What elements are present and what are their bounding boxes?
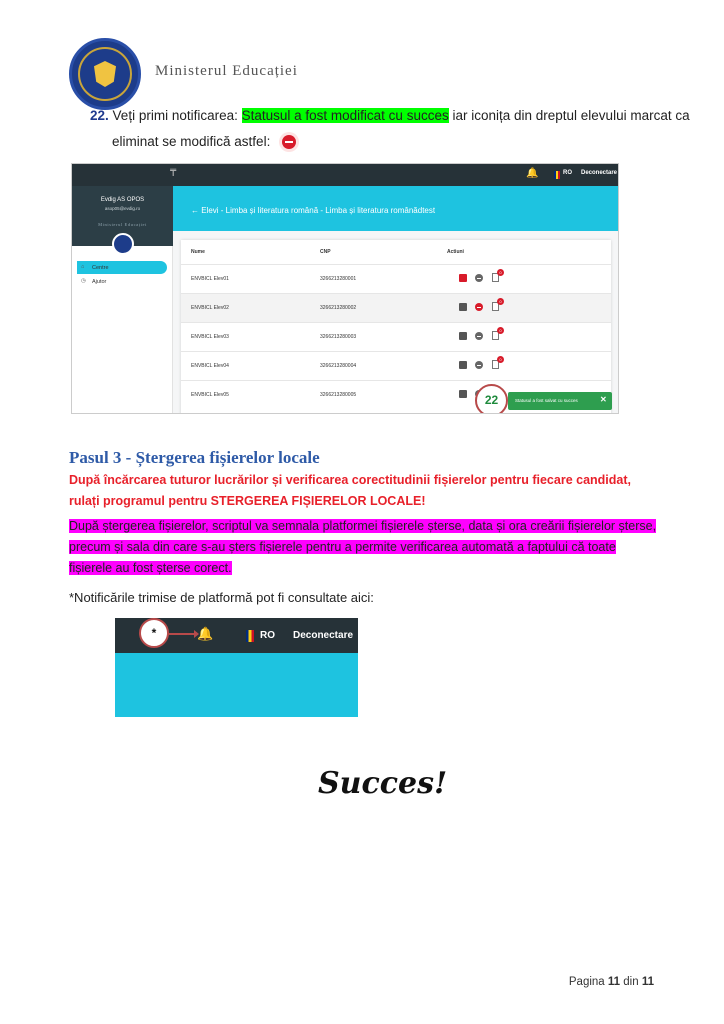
logout-button[interactable]: Deconectare [581,170,618,176]
student-name: ENVBICL Elev04 [191,363,229,369]
pin-icon[interactable]: ₸ [170,168,177,179]
user-email: asop05@evdig.ro [104,206,141,211]
id-card-icon[interactable] [459,274,467,282]
bell-icon[interactable]: 🔔 [197,626,214,641]
table-row [181,322,611,351]
id-card-icon[interactable] [459,361,467,369]
step-text-post: iar iconița din dreptul elevului marcat ca [448,108,690,123]
logout-button[interactable]: Deconectare [293,630,354,641]
sidebar-ministry: Ministerul Educației [98,222,147,227]
remove-icon[interactable] [475,303,483,311]
step-22-line1 [90,108,690,123]
remove-circle-icon [282,135,296,149]
student-cnp: 3266213280004 [320,363,357,369]
table-row [181,264,611,293]
highlighted-notification: Statusul a fost modificat cu succes [241,108,449,123]
student-name: ENVBICL Elev02 [191,305,229,311]
highlighted-paragraph [69,516,659,579]
language-selector[interactable]: RO [563,170,572,176]
page-total: 11 [641,976,654,988]
page-footer [569,976,654,988]
column-header-name: Nume [191,249,205,255]
id-card-icon[interactable] [459,303,467,311]
ministry-name: Ministerul Educației [155,63,298,79]
ministry-logo-icon [112,233,134,255]
romania-flag-icon [246,630,254,642]
closing-message: Succes! [318,766,448,801]
step-text-line2: eliminat se modifică astfel: [112,134,271,149]
student-cnp: 3266213280003 [320,334,357,340]
page-banner [173,186,619,231]
sidebar-item-centre[interactable] [77,261,167,274]
top-bar [72,164,619,186]
student-cnp: 3266213280001 [320,276,357,282]
notification-badge: 0 [497,298,504,305]
bell-icon[interactable]: 🔔 [526,168,539,179]
remove-icon[interactable] [475,361,483,369]
table-row [181,351,611,380]
language-selector[interactable]: RO [260,630,275,641]
id-card-icon[interactable] [459,332,467,340]
home-icon: ⌂ [81,264,85,270]
step-number: 22. [90,108,109,123]
warning-paragraph: După încărcarea tuturor lucrărilor și verificarea corectitudinii fișierelor pentru fiecare candidat, rulați programul pentru STERGEREA FIȘIERELOR LOCALE! [69,473,631,508]
note-text: *Notificările trimise de platformă pot fi consultate aici: [69,590,374,605]
page-number: 11 [607,976,621,988]
student-name: ENVBICL Elev03 [191,334,229,340]
step-callout-circle: 22 [475,384,508,414]
government-seal [69,38,141,110]
arrow-right-icon [169,633,195,635]
footer-separator: din [620,976,642,988]
breadcrumb[interactable]: ← Elevi - Limba și literatura română - Limba și literatura românădtest [191,206,436,215]
notification-badge: 0 [497,356,504,363]
notification-badge: 0 [497,269,504,276]
toast-message: Statusul a fost salvat cu succes [515,398,578,403]
user-name: Evdig AS OPOS [100,197,145,203]
step-22-line2 [112,134,296,149]
screenshot-students-list [71,163,619,414]
sidebar [72,186,173,414]
success-toast [508,392,612,410]
students-table [181,240,611,414]
column-header-actions: Actiuni [447,249,464,255]
sidebar-item-label[interactable]: Centre [92,265,109,271]
notification-badge: 0 [497,327,504,334]
highlighted-text: După ștergerea fișierelor, scriptul va semnala platformei fișierele șterse, data și ora creării fișierelor șterse, precum și sala din care s-au șters fișierele pentru a permite verificarea automată a faptului că toate fișierele au fost șterse corect. [69,519,657,575]
help-icon: ◷ [81,278,86,284]
student-cnp: 3266213280005 [320,392,357,398]
student-name: ENVBICL Elev05 [191,392,229,398]
callout-circle: * [139,618,169,648]
footer-label: Pagina [568,976,608,988]
student-name: ENVBICL Elev01 [191,276,229,282]
remove-icon[interactable] [475,274,483,282]
step-text: Veți primi notificarea: [112,108,242,123]
close-icon[interactable]: ✕ [600,395,607,404]
id-card-icon[interactable] [459,390,467,398]
top-bar [115,618,358,653]
table-row [181,293,611,322]
section-heading: Pasul 3 - Ștergerea fișierelor locale [69,448,320,467]
student-cnp: 3266213280002 [320,305,357,311]
column-header-cnp: CNP [320,249,331,255]
remove-icon[interactable] [475,332,483,340]
coat-of-arms-icon [94,61,116,87]
romania-flag-icon [554,171,560,179]
screenshot-notifications [115,618,358,717]
sidebar-item-label[interactable]: Ajutor [92,279,107,285]
